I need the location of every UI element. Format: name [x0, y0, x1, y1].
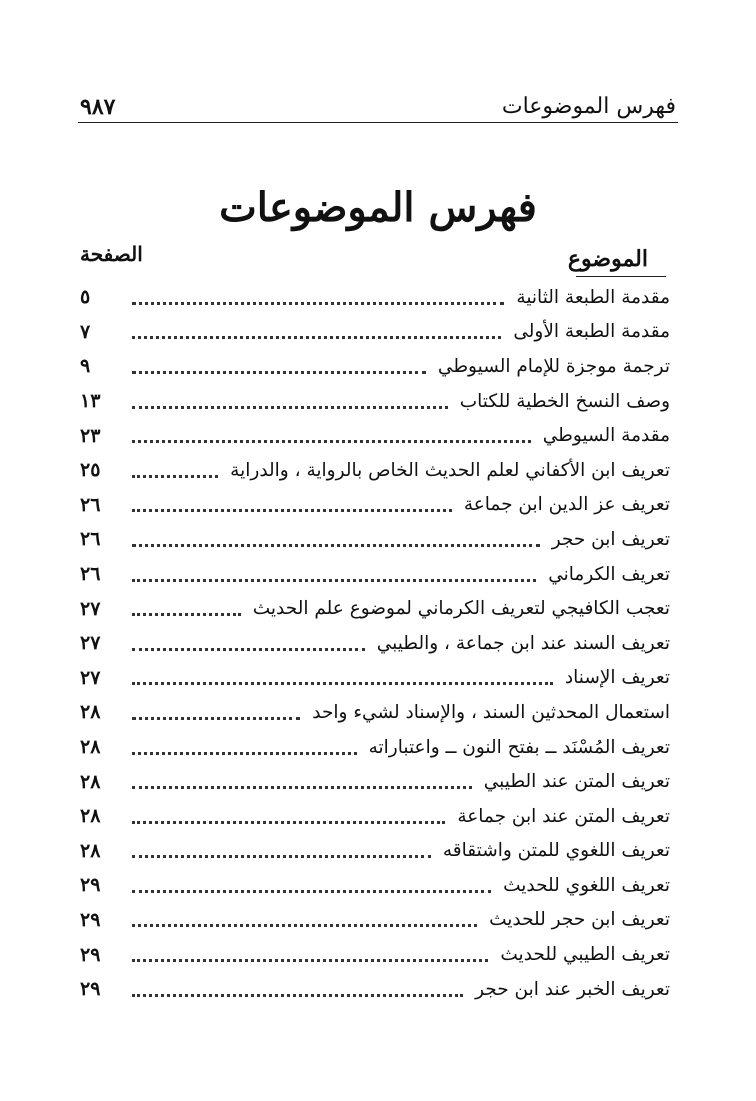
dot-leader — [132, 613, 241, 616]
dot-leader — [132, 890, 491, 893]
running-title: فهرس الموضوعات — [501, 94, 676, 119]
toc-entry-title: مقدمة الطبعة الأولى — [513, 321, 670, 343]
toc-entry-page: ٥ — [80, 286, 91, 309]
dot-leader — [132, 786, 472, 789]
toc-entry — [80, 418, 670, 453]
dot-leader — [132, 544, 540, 547]
toc-entry-title: تعريف اللغوي للحديث — [503, 874, 670, 896]
dot-leader — [132, 752, 357, 755]
dot-leader — [132, 924, 477, 927]
toc-entry — [80, 730, 670, 765]
toc-entry-page: ٩ — [80, 355, 91, 378]
toc-entry-page: ٢٦ — [80, 528, 101, 551]
toc-entry — [80, 868, 670, 903]
page-number: ٩٨٧ — [80, 94, 116, 120]
toc-entry-page: ٢٧ — [80, 666, 101, 689]
running-header — [78, 92, 678, 123]
toc-entry — [80, 591, 670, 626]
toc-entry-title: تعريف الطيبي للحديث — [500, 944, 670, 966]
dot-leader — [132, 682, 553, 685]
toc-entry-page: ٢٦ — [80, 493, 101, 516]
toc-entry-page: ٢٩ — [80, 943, 101, 966]
toc-entry-page: ٢٩ — [80, 978, 101, 1001]
dot-leader — [132, 371, 426, 374]
column-header-underline — [576, 276, 666, 277]
toc-entry-page: ٢٧ — [80, 597, 101, 620]
table-of-contents — [80, 280, 670, 1006]
toc-entry-page: ٢٥ — [80, 459, 101, 482]
toc-entry-page: ١٣ — [80, 390, 101, 413]
dot-leader — [132, 336, 501, 339]
toc-entry-page: ٢٣ — [80, 424, 101, 447]
toc-entry-title: تعريف المُسْنَد ــ بفتح النون ــ واعتباراته — [368, 736, 670, 758]
toc-entry — [80, 834, 670, 869]
toc-entry — [80, 626, 670, 661]
page-title: فهرس الموضوعات — [219, 184, 537, 231]
dot-leader — [132, 440, 531, 443]
toc-entry — [80, 384, 670, 419]
toc-entry — [80, 488, 670, 523]
column-header-topic: الموضوع — [567, 246, 648, 272]
toc-entry-page: ٧ — [80, 320, 91, 343]
column-header-page: الصفحة — [80, 242, 143, 266]
toc-entry — [80, 522, 670, 557]
toc-entry-title: تعريف عز الدين ابن جماعة — [463, 494, 670, 516]
toc-entry-title: تعريف الإسناد — [564, 667, 670, 689]
dot-leader — [132, 959, 488, 962]
toc-entry-title: استعمال المحدثين السند ، والإسناد لشيء واحد — [312, 701, 670, 723]
dot-leader — [132, 994, 463, 997]
toc-entry-title: مقدمة الطبعة الثانية — [516, 286, 670, 308]
dot-leader — [132, 475, 218, 478]
toc-entry — [80, 349, 670, 384]
toc-entry-page: ٢٩ — [80, 874, 101, 897]
toc-entry — [80, 661, 670, 696]
toc-entry-title: تعريف ابن حجر للحديث — [489, 909, 670, 931]
toc-entry — [80, 972, 670, 1007]
toc-entry — [80, 764, 670, 799]
toc-entry-title: تعريف المتن عند الطيبي — [483, 771, 670, 793]
toc-entry-title: تعريف ابن الأكفاني لعلم الحديث الخاص بالرواية ، والدراية — [230, 459, 670, 481]
toc-entry — [80, 937, 670, 972]
toc-entry-title: تعريف اللغوي للمتن واشتقاقه — [442, 840, 670, 862]
toc-entry-title: تعجب الكافيجي لتعريف الكرماني لموضوع علم الحديث — [252, 598, 670, 620]
toc-entry — [80, 799, 670, 834]
toc-entry-page: ٢٩ — [80, 908, 101, 931]
toc-entry — [80, 695, 670, 730]
toc-entry-title: تعريف السند عند ابن جماعة ، والطيبي — [376, 632, 670, 654]
toc-entry-page: ٢٧ — [80, 632, 101, 655]
toc-entry — [80, 453, 670, 488]
dot-leader — [132, 855, 431, 858]
toc-entry-title: تعريف ابن حجر — [551, 528, 670, 550]
toc-entry-title: ترجمة موجزة للإمام السيوطي — [437, 355, 670, 377]
toc-entry — [80, 557, 670, 592]
dot-leader — [132, 509, 452, 512]
toc-entry-page: ٢٨ — [80, 701, 101, 724]
dot-leader — [132, 717, 300, 720]
dot-leader — [132, 579, 536, 582]
dot-leader — [132, 648, 365, 651]
dot-leader — [132, 302, 504, 305]
toc-entry-page: ٢٦ — [80, 563, 101, 586]
toc-entry-title: تعريف المتن عند ابن جماعة — [457, 805, 670, 827]
toc-entry-page: ٢٨ — [80, 736, 101, 759]
toc-entry-page: ٢٨ — [80, 770, 101, 793]
toc-entry-page: ٢٨ — [80, 839, 101, 862]
dot-leader — [132, 406, 448, 409]
toc-entry-page: ٢٨ — [80, 805, 101, 828]
toc-entry — [80, 280, 670, 315]
toc-entry — [80, 315, 670, 350]
toc-entry-title: تعريف الخبر عند ابن حجر — [475, 978, 670, 1000]
toc-entry-title: وصف النسخ الخطية للكتاب — [459, 390, 670, 412]
dot-leader — [132, 821, 445, 824]
toc-entry-title: تعريف الكرماني — [548, 563, 670, 585]
toc-entry — [80, 903, 670, 938]
toc-entry-title: مقدمة السيوطي — [542, 425, 670, 447]
